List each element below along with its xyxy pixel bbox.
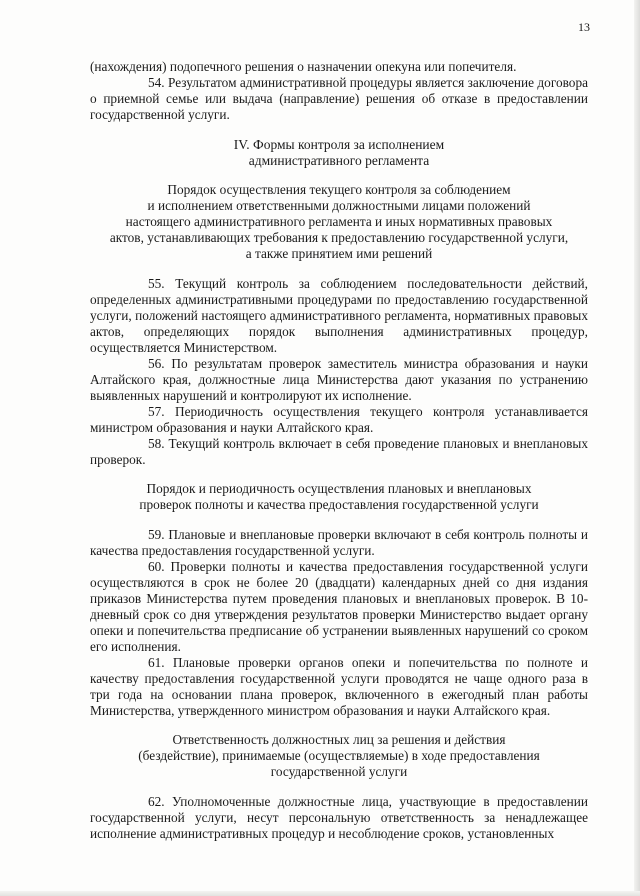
subheading-responsibility: [90, 732, 588, 780]
heading-line: (бездействие), принимаемые (осуществляемые) в ходе предоставления: [138, 748, 540, 763]
heading-line: проверок полноты и качества предоставления государственной услуги: [139, 497, 539, 512]
paragraph-56: 56. По результатам проверок заместитель министра образования и науки Алтайского края, должностные лица Министерства дают указания по устранению выявленных нарушений и контролируют их исполнение.: [90, 356, 588, 403]
section-title: [90, 137, 588, 169]
heading-line: актов, устанавливающих требования к предоставлению государственной услуги,: [109, 230, 569, 245]
paragraph-59: 59. Плановые и внеплановые проверки включают в себя контроль полноты и качества предоставления государственной услуги.: [90, 527, 588, 558]
document-body: [90, 59, 588, 842]
heading-line: и исполнением ответственными должностными лицами положений: [147, 198, 531, 213]
subheading-current-control: [90, 182, 588, 262]
paragraph-62: 62. Уполномоченные должностные лица, участвующие в предоставлении государственной услуги, несут персональную ответственность за ненадлежащее исполнение административных процедур и несоблюдение сроков, установленных: [90, 794, 588, 841]
heading-line: а также принятием ими решений: [245, 246, 433, 261]
paragraph-58: 58. Текущий контроль включает в себя проведение плановых и внеплановых проверок.: [90, 436, 588, 467]
section-title-line: административного регламента: [248, 153, 430, 168]
heading-line: Порядок осуществления текущего контроля за соблюдением: [167, 182, 511, 197]
scan-edge-right: [634, 0, 640, 896]
paragraph-55: 55. Текущий контроль за соблюдением последовательности действий, определенных административными процедурами по предоставлению государственной услуги, положений настоящего административного регламента, нормативных правовых актов, определяющих порядок выполнения административных процедур, осуществляется Министерством.: [90, 276, 588, 355]
subheading-inspections: [90, 481, 588, 513]
page-number: 13: [578, 20, 590, 34]
heading-line: государственной услуги: [270, 764, 408, 779]
scan-edge-bottom: [0, 891, 640, 896]
paragraph-60: 60. Проверки полноты и качества предоставления государственной услуги осуществляются в срок не более 20 (двадцати) календарных дней со дня издания приказов Министерства путем проведения плановых и внеплановых проверок. В 10-дневный срок со дня утверждения результатов проверки Министерство выдает органу опеки и попечительства предписание об устранении выявленных нарушений со сроком его исполнения.: [90, 559, 588, 654]
section-title-line: IV. Формы контроля за исполнением: [233, 137, 445, 152]
paragraph-61: 61. Плановые проверки органов опеки и попечительства по полноте и качеству предоставления государственной услуги проводятся не чаще одного раза в три года на основании плана проверок, включенного в ежегодный план работы Министерства, утвержденного министром образования и науки Алтайского края.: [90, 655, 588, 718]
paragraph-54: 54. Результатом административной процедуры является заключение договора о приемной семье или выдача (направление) решения об отказе в предоставлении государственной услуги.: [90, 75, 588, 122]
heading-line: Порядок и периодичность осуществления плановых и внеплановых: [146, 481, 532, 496]
paragraph-57: 57. Периодичность осуществления текущего контроля устанавливается министром образования и науки Алтайского края.: [90, 404, 588, 435]
paragraph-continuation: (нахождения) подопечного решения о назначении опекуна или попечителя.: [90, 59, 517, 74]
heading-line: настоящего административного регламента и иных нормативных правовых: [125, 214, 553, 229]
heading-line: Ответственность должностных лиц за решения и действия: [172, 732, 506, 747]
